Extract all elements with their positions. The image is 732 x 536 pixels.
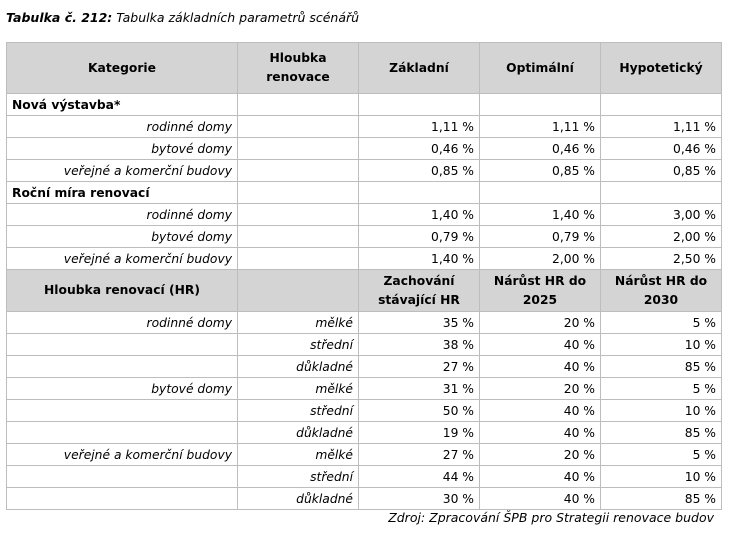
value-cell: 0,79 %	[480, 226, 601, 248]
table-row	[7, 422, 722, 444]
empty-cell	[601, 182, 722, 204]
section-title-row	[7, 94, 722, 116]
table-row	[7, 204, 722, 226]
value-cell: 40 %	[480, 488, 601, 510]
value-cell: 31 %	[359, 378, 480, 400]
empty-cell	[238, 248, 359, 270]
table-row	[7, 226, 722, 248]
value-cell: 2,00 %	[480, 248, 601, 270]
section-title-row	[7, 182, 722, 204]
table-body	[7, 43, 722, 510]
row-category: veřejné a komerční budovy	[7, 248, 238, 270]
value-cell: 50 %	[359, 400, 480, 422]
value-cell: 85 %	[601, 422, 722, 444]
renovation-depth: důkladné	[238, 422, 359, 444]
header-hloubka-renovaci-hr: Hloubka renovací (HR)	[7, 270, 238, 312]
table-row	[7, 248, 722, 270]
renovation-depth: střední	[238, 334, 359, 356]
hr-header-row	[7, 270, 722, 312]
empty-cell	[7, 356, 238, 378]
value-cell: 10 %	[601, 466, 722, 488]
value-cell: 30 %	[359, 488, 480, 510]
empty-cell	[238, 226, 359, 248]
value-cell: 0,46 %	[359, 138, 480, 160]
value-cell: 2,00 %	[601, 226, 722, 248]
table-row	[7, 334, 722, 356]
empty-cell	[359, 94, 480, 116]
empty-cell	[359, 182, 480, 204]
empty-cell	[7, 400, 238, 422]
value-cell: 1,11 %	[480, 116, 601, 138]
source-note: Zdroj: Zpracování ŠPB pro Strategii renovace budov	[388, 510, 714, 525]
value-cell: 85 %	[601, 356, 722, 378]
table-row	[7, 160, 722, 182]
value-cell: 0,85 %	[601, 160, 722, 182]
table-row	[7, 444, 722, 466]
value-cell: 44 %	[359, 466, 480, 488]
renovation-depth: mělké	[238, 312, 359, 334]
table-row	[7, 356, 722, 378]
value-cell: 10 %	[601, 400, 722, 422]
value-cell: 5 %	[601, 444, 722, 466]
value-cell: 0,85 %	[480, 160, 601, 182]
value-cell: 19 %	[359, 422, 480, 444]
row-category: bytové domy	[7, 138, 238, 160]
header-hloubka-renovace: Hloubka renovace	[238, 43, 359, 94]
empty-cell	[238, 138, 359, 160]
empty-header-cell	[238, 270, 359, 312]
empty-cell	[480, 182, 601, 204]
row-category: veřejné a komerční budovy	[7, 444, 238, 466]
row-category: veřejné a komerční budovy	[7, 160, 238, 182]
empty-cell	[238, 116, 359, 138]
renovation-depth: střední	[238, 466, 359, 488]
section-title: Roční míra renovací	[7, 182, 238, 204]
section-title: Nová výstavba*	[7, 94, 238, 116]
table-caption	[6, 10, 359, 25]
renovation-depth: důkladné	[238, 488, 359, 510]
scenario-parameters-table	[6, 42, 722, 510]
hr-scenario-header-2: Nárůst HR do 2025	[480, 270, 601, 312]
empty-cell	[7, 466, 238, 488]
empty-cell	[238, 182, 359, 204]
value-cell: 20 %	[480, 444, 601, 466]
empty-cell	[238, 160, 359, 182]
value-cell: 5 %	[601, 378, 722, 400]
empty-cell	[601, 94, 722, 116]
empty-cell	[7, 488, 238, 510]
value-cell: 40 %	[480, 422, 601, 444]
value-cell: 20 %	[480, 378, 601, 400]
value-cell: 1,40 %	[359, 248, 480, 270]
value-cell: 0,46 %	[480, 138, 601, 160]
table-row	[7, 312, 722, 334]
caption-label: Tabulka č. 212:	[6, 10, 113, 25]
table-row	[7, 138, 722, 160]
value-cell: 40 %	[480, 334, 601, 356]
value-cell: 1,40 %	[480, 204, 601, 226]
empty-cell	[238, 204, 359, 226]
table-row	[7, 378, 722, 400]
value-cell: 10 %	[601, 334, 722, 356]
renovation-depth: střední	[238, 400, 359, 422]
empty-cell	[238, 94, 359, 116]
empty-cell	[480, 94, 601, 116]
row-category: bytové domy	[7, 226, 238, 248]
empty-cell	[7, 422, 238, 444]
row-category: rodinné domy	[7, 116, 238, 138]
value-cell: 1,40 %	[359, 204, 480, 226]
value-cell: 5 %	[601, 312, 722, 334]
table-header-row	[7, 43, 722, 94]
header-kategorie: Kategorie	[7, 43, 238, 94]
value-cell: 40 %	[480, 400, 601, 422]
value-cell: 40 %	[480, 356, 601, 378]
value-cell: 85 %	[601, 488, 722, 510]
value-cell: 40 %	[480, 466, 601, 488]
hr-scenario-header-1: Zachování stávající HR	[359, 270, 480, 312]
row-category: rodinné domy	[7, 204, 238, 226]
renovation-depth: mělké	[238, 444, 359, 466]
value-cell: 20 %	[480, 312, 601, 334]
empty-cell	[7, 334, 238, 356]
value-cell: 0,85 %	[359, 160, 480, 182]
hr-scenario-header-3: Nárůst HR do 2030	[601, 270, 722, 312]
table-row	[7, 466, 722, 488]
value-cell: 0,46 %	[601, 138, 722, 160]
value-cell: 1,11 %	[601, 116, 722, 138]
table-row	[7, 400, 722, 422]
renovation-depth: mělké	[238, 378, 359, 400]
header-hypoteticky: Hypotetický	[601, 43, 722, 94]
header-optimalni: Optimální	[480, 43, 601, 94]
row-category: rodinné domy	[7, 312, 238, 334]
caption-text: Tabulka základních parametrů scénářů	[112, 10, 360, 25]
renovation-depth: důkladné	[238, 356, 359, 378]
value-cell: 38 %	[359, 334, 480, 356]
value-cell: 0,79 %	[359, 226, 480, 248]
row-category: bytové domy	[7, 378, 238, 400]
value-cell: 2,50 %	[601, 248, 722, 270]
value-cell: 35 %	[359, 312, 480, 334]
header-zakladni: Základní	[359, 43, 480, 94]
value-cell: 27 %	[359, 444, 480, 466]
table-row	[7, 116, 722, 138]
value-cell: 27 %	[359, 356, 480, 378]
table-row	[7, 488, 722, 510]
value-cell: 1,11 %	[359, 116, 480, 138]
value-cell: 3,00 %	[601, 204, 722, 226]
